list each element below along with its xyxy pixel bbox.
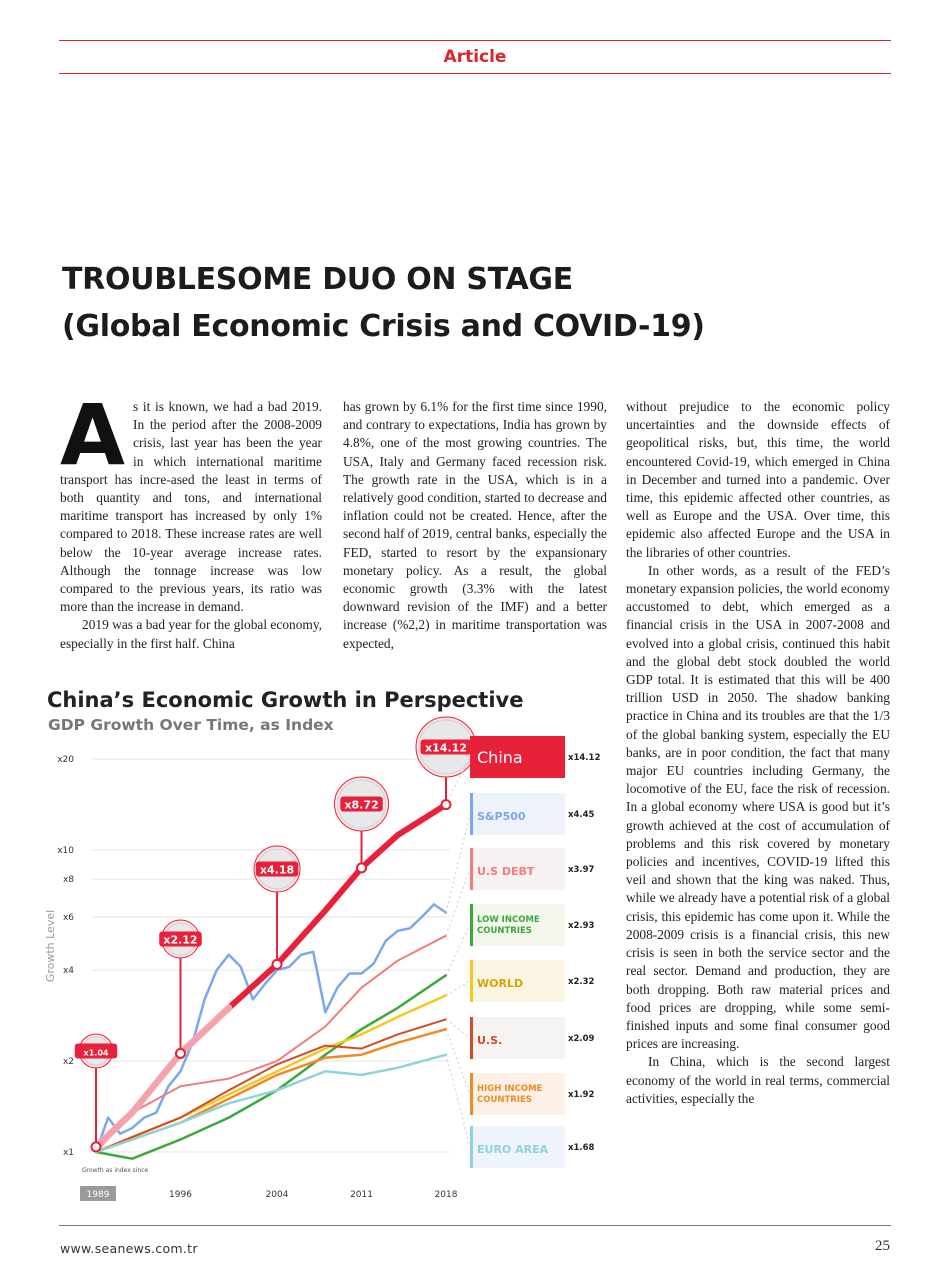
data-point: [176, 1049, 185, 1058]
y-tick-label: x20: [57, 755, 74, 765]
legend-tile-bg: [470, 1073, 565, 1115]
legend-final-value: x2.32: [568, 977, 595, 987]
paragraph: In China, which is the second largest economy of the world in real terms, commercial activities, especially the: [626, 1054, 890, 1106]
series-line: [96, 1019, 446, 1152]
legend-tile-bg: [470, 904, 565, 946]
paragraph: without prejudice to the economic policy uncertainties and the downside effects of geopolitical risks, but, this time, the world encountered Covid-19, which emerged in China in December and turned into a pandemic. Over time, this epidemic affected other countries, as well as Europe and the USA. Over time, this epidemic also affected Europe and the USA in the libraries of other countries.: [626, 399, 890, 560]
legend-final-value: x4.45: [568, 810, 595, 820]
connector-line: [446, 1029, 470, 1094]
x-tick-label: 2018: [434, 1190, 458, 1200]
y-tick-label: x10: [57, 845, 74, 856]
legend-color-bar: [470, 1126, 473, 1168]
series-line: [96, 995, 446, 1152]
legend-tile: [470, 904, 595, 946]
legend-label: U.S DEBT: [477, 865, 535, 878]
paragraph: 2019 was a bad year for the global economy, especially in the first half. China: [60, 617, 322, 651]
base-note: Growth as index since: [82, 1167, 149, 1174]
y-axis-label: Growth Level: [44, 909, 57, 983]
legend-label: WORLD: [477, 977, 524, 990]
paragraph: s it is known, we had a bad 2019. In the period after the 2008-2009 crisis, last year has been the year in which international maritime transport has incre-ased the least in terms of both quantity and tons, and international maritime transport has increased by only 1% compared to 2018. These increase rates are well below the 10-year average increase rates. Although the tonnage increase was low compared to the previous years, its ratio was more than the increase in demand.: [60, 399, 322, 615]
legend-label: China: [477, 748, 523, 767]
y-tick-label: x1: [62, 1148, 74, 1158]
legend-color-bar: [470, 960, 473, 1002]
legend-color-bar: [470, 736, 473, 778]
legend-tile: [470, 736, 600, 778]
y-tick-label: x8: [62, 875, 74, 886]
connector-line: [446, 1055, 470, 1147]
footer-rule: [59, 1225, 891, 1226]
chart-subtitle: GDP Growth Over Time, as Index: [48, 716, 334, 734]
legend-label: LOW INCOME: [477, 915, 540, 925]
x-tick-label: 2011: [350, 1190, 373, 1200]
legend-tile: [470, 1126, 595, 1168]
callout-label: x8.72: [344, 798, 379, 812]
article-column-3: [626, 398, 890, 1108]
legend-final-value: x3.97: [568, 865, 595, 875]
y-tick-label: x6: [62, 912, 74, 923]
legend-tile: [470, 793, 595, 835]
connector-line: [446, 814, 470, 913]
y-tick-label: x4: [62, 966, 74, 977]
data-point: [357, 863, 366, 872]
data-point: [442, 800, 451, 809]
legend-color-bar: [470, 793, 473, 835]
legend-final-value: x1.92: [568, 1090, 595, 1100]
chart-title: China’s Economic Growth in Perspective: [47, 688, 524, 712]
legend-color-bar: [470, 1017, 473, 1059]
callout-label: x2.12: [163, 933, 198, 947]
legend-final-value: x1.68: [568, 1143, 595, 1153]
paragraph: has grown by 6.1% for the first time since 1990, and contrary to expectations, India has grown by 4.8%, one of the most growing countries. The USA, Italy and Germany faced recession risk. The growth rate in the USA, which is in a relatively good condition, started to decrease and inflation could not be created. Hence, after the second half of 2019, central banks, especially the FED, started to resort by the expansionary monetary policy. As a result, the global economic growth (3.3% with the latest downward revision of the IMF) and a better increase (%2,2) in maritime transportation was expected,: [343, 399, 607, 651]
connector-line: [446, 1019, 470, 1038]
legend-label: U.S.: [477, 1034, 503, 1047]
drop-cap: A: [60, 386, 126, 484]
legend-label: EURO AREA: [477, 1143, 549, 1156]
data-point: [92, 1142, 101, 1151]
connector-line: [446, 981, 470, 995]
header-bottom-rule: [59, 73, 891, 74]
footer-url: www.seanews.com.tr: [60, 1241, 198, 1256]
legend-tile: [470, 1017, 595, 1059]
callout-label: x14.12: [425, 741, 467, 755]
legend-tile: [470, 848, 595, 890]
connector-line: [446, 925, 470, 975]
legend-final-value: x2.09: [568, 1034, 595, 1044]
callout-label: x1.04: [83, 1048, 109, 1058]
legend-tile: [470, 1073, 595, 1115]
legend-label: COUNTRIES: [477, 926, 532, 936]
legend-color-bar: [470, 1073, 473, 1115]
article-column-1: [60, 386, 322, 653]
legend-label: HIGH INCOME: [477, 1084, 543, 1094]
data-point: [273, 960, 282, 969]
callout-label: x4.18: [259, 863, 295, 877]
legend-tile: [470, 960, 595, 1002]
section-label: Article: [443, 47, 507, 67]
header-top-rule: [59, 40, 891, 41]
x-tick-label: 1996: [169, 1190, 192, 1200]
series-line: [96, 904, 446, 1152]
x-tick-label: 1989: [86, 1190, 110, 1200]
legend-label: S&P500: [477, 810, 526, 823]
title-line-2: (Global Economic Crisis and COVID-19): [62, 309, 705, 344]
legend-color-bar: [470, 848, 473, 890]
legend-final-value: x2.93: [568, 921, 595, 931]
legend-color-bar: [470, 904, 473, 946]
article-column-2: [343, 398, 607, 653]
growth-chart: [40, 686, 610, 1206]
legend-final-value: x14.12: [568, 753, 601, 763]
x-tick-label: 2004: [265, 1190, 289, 1200]
title-line-1: TROUBLESOME DUO ON STAGE: [62, 262, 573, 297]
page-number: 25: [875, 1238, 890, 1254]
legend-label: COUNTRIES: [477, 1095, 532, 1105]
y-tick-label: x2: [62, 1057, 74, 1068]
paragraph: In other words, as a result of the FED’s monetary expansion policies, the world economy accustomed to debt, which emerged as a financial crisis in the USA in 2007-2008 and evolved into a global crisis, continued this habit and the global debt stock doubled the world GDP total. It is estimated that this will be 400 trillion USD in 2050. The shadow banking practice in China and its troubles are that the 1/3 of the global banking system, especially the EU banks, are in poor condition, the fact that many major EU countries including Germany, the locomotive of the EU, face the risk of recession. In a global economy where USA is good but it’s growth achieved at the cost of accumulation of problems and this risk covered by monetary policies and incentives, COVID-19 lifted this veil and shown that the king was naked. Thus, while we already have a potential risk of a global crisis, this epidemic has come upon it. While the 2008-2009 crisis is a financial crisis, this new crisis is seen in both the service sector and the real sector. Demand and production, they are both dropping. Both raw material prices and food prices are dropping, while some semi-finished inputs and some final consumer good prices are increasing.: [626, 562, 890, 1052]
